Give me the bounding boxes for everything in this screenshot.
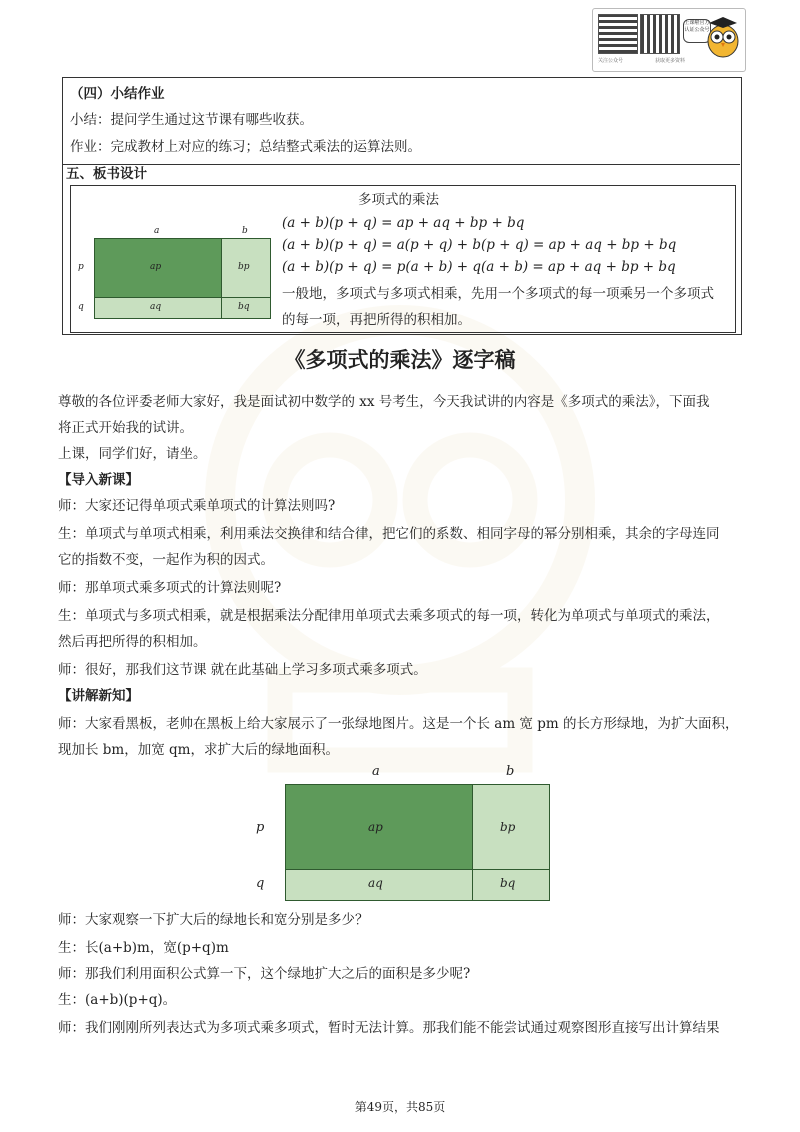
student-line-2b: 然后再把所得的积相加。 (58, 634, 207, 650)
label-bp: bp (238, 262, 250, 272)
section-explain: 【讲解新知】 (58, 688, 139, 704)
student-line-5: 生：长(a+b)m，宽(p+q)m (58, 940, 229, 956)
badge-bubble: 上课啦官方认证公众号 (683, 19, 711, 43)
section5-title: 五、板书设计 (66, 166, 147, 182)
qr-code-icon (640, 14, 680, 54)
section4-title: （四）小结作业 (70, 86, 165, 102)
teacher-line-4a: 师：大家看黑板，老帅在黑板上给大家展示了一张绿地图片。这是一个长 am 宽 pm 的长方形绿地，为扩大面积， (58, 716, 739, 732)
board-rule-line1: 一般地，多项式与多项式相乘，先用一个多项式的每一项乘另一个多项式 (282, 286, 714, 302)
student-line-6: 生：(a+b)(p+q)。 (58, 992, 177, 1008)
badge-footer-left: 关注公众号 (598, 58, 624, 64)
teacher-line-6: 师：那我们利用面积公式算一下，这个绿地扩大之后的面积是多少呢? (58, 966, 471, 982)
label-aq: aq (368, 876, 383, 890)
badge-footer-right: 获取更多资料 (655, 58, 686, 64)
teacher-line-5: 师：大家观察一下扩大后的绿地长和宽分别是多少？ (58, 912, 369, 928)
teacher-line-2: 师：那单项式乘多项式的计算法则呢? (58, 580, 282, 596)
label-q: q (78, 302, 84, 312)
label-q: q (256, 876, 265, 891)
teacher-line-4b: 现加长 bm，加宽 qm，求扩大后的绿地面积。 (58, 742, 339, 758)
label-a: a (154, 226, 160, 236)
label-bp: bp (500, 820, 516, 834)
label-p: p (78, 262, 84, 272)
label-p: p (256, 820, 265, 835)
label-bq: bq (500, 876, 516, 890)
intro-line2: 将正式开始我的试讲。 (58, 420, 193, 436)
board-rule-line2: 的每一项，再把所得的积相加。 (282, 312, 471, 328)
teacher-line-7: 师：我们刚刚所列表达式为多项式乘多项式，暂时无法计算。那我们能不能尝试通过观察图形直接写出计算结果 (58, 1020, 720, 1036)
label-bq: bq (238, 302, 250, 312)
intro-line1: 尊敬的各位评委老师大家好，我是面试初中数学的 xx 号考生，今天我试讲的内容是《多项式的乘法》，下面我 (58, 394, 710, 410)
teacher-line-1: 师：大家还记得单项式乘单项式的计算法则吗? (58, 498, 336, 514)
greeting: 上课，同学们好，请坐。 (58, 446, 207, 462)
board-equation-1: (a + b)(p + q) = ap + aq + bp + bq (282, 215, 525, 231)
owl-mascot-icon (705, 15, 741, 59)
student-line-1a: 生：单项式与单项式相乘，利用乘法交换律和结合律，把它们的系数、相同字母的幂分别相乘，其余的字母连同 (58, 526, 720, 542)
label-ap: ap (150, 262, 162, 272)
table-divider (62, 164, 740, 165)
header-badge[interactable] (592, 8, 746, 72)
section-import: 【导入新课】 (58, 472, 139, 488)
label-aq: aq (150, 302, 162, 312)
document-title: 《多项式的乘法》逐字稿 (284, 347, 516, 372)
student-line-2a: 生：单项式与多项式相乘，就是根据乘法分配律用单项式去乘多项式的每一项，转化为单项式与单项式的乘法， (58, 608, 720, 624)
student-line-1b: 它的指数不变，一起作为积的因式。 (58, 552, 274, 568)
label-a: a (372, 764, 380, 779)
board-heading: 多项式的乘法 (358, 192, 439, 208)
summary-text: 小结：提问学生通过这节课有哪些收获。 (70, 112, 313, 128)
board-equation-2: (a + b)(p + q) = a(p + q) + b(p + q) = ap + aq + bp + bq (282, 237, 677, 253)
area-diagram-small (74, 226, 274, 318)
teacher-line-3: 师：很好，那我们这节课 就在此基础上学习多项式乘多项式。 (58, 662, 427, 678)
label-b: b (242, 226, 248, 236)
label-b: b (506, 764, 515, 779)
area-diagram-large (250, 764, 550, 904)
qr-code-icon (598, 14, 638, 54)
page-footer: 第49页，共85页 (354, 1100, 446, 1114)
homework-text: 作业：完成教材上对应的练习；总结整式乘法的运算法则。 (70, 139, 421, 155)
label-ap: ap (368, 820, 383, 834)
board-equation-3: (a + b)(p + q) = p(a + b) + q(a + b) = ap + aq + bp + bq (282, 259, 676, 275)
